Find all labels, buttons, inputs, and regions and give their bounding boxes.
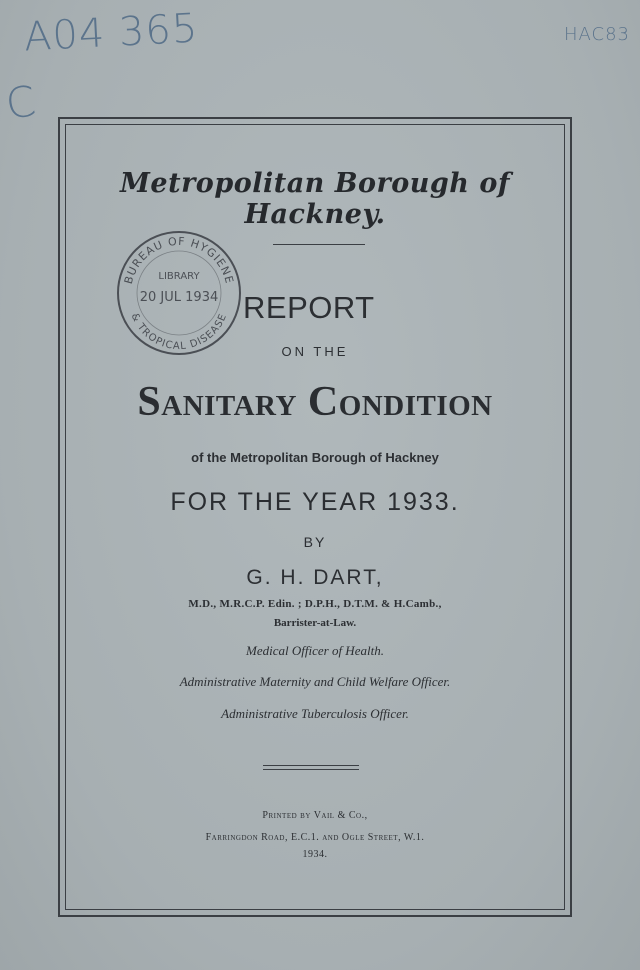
handwritten-shelf-mark: HAC83 [563, 24, 630, 45]
on-the-text: ON THE [281, 344, 349, 359]
stamp-date: 20 JUL 1934 [139, 290, 219, 305]
by-text: BY [303, 534, 327, 550]
printer-address: Farringdon Road, E.C.1. and Ogle Street, W.1. [205, 832, 425, 843]
author-role-3: Administrative Tuberculosis Officer. [221, 706, 409, 721]
stamp-bottom-arc: & TROPICAL DISEASE [128, 311, 230, 353]
title-divider [273, 244, 365, 245]
author-name: G. H. DART, [246, 566, 384, 589]
author-qualifications: M.D., M.R.C.P. Edin. ; D.P.H., D.T.M. & H.Camb., [188, 598, 442, 610]
printer-name: Printed by Vail & Co., [262, 810, 368, 821]
stamp-top-arc: BUREAU OF HYGIENE [121, 234, 237, 286]
print-year: 1934. [302, 849, 328, 860]
library-stamp [115, 229, 243, 357]
report-heading: REPORT [243, 290, 375, 325]
borough-title: Metropolitan Borough of Hackney. [120, 168, 510, 230]
author-barrister: Barrister-at-Law. [273, 617, 357, 629]
footer-divider [263, 765, 359, 770]
author-role-1: Medical Officer of Health. [246, 643, 384, 658]
main-title: Sanitary Condition [137, 379, 493, 425]
handwritten-accession-number: A04 365 [22, 5, 200, 61]
stamp-library: LIBRARY [158, 271, 200, 282]
handwritten-letter-mark: C [2, 76, 39, 129]
borough-subtitle: of the Metropolitan Borough of Hackney [191, 450, 439, 465]
report-year: FOR THE YEAR 1933. [170, 488, 460, 516]
author-role-2: Administrative Maternity and Child Welfare Officer. [179, 674, 451, 689]
